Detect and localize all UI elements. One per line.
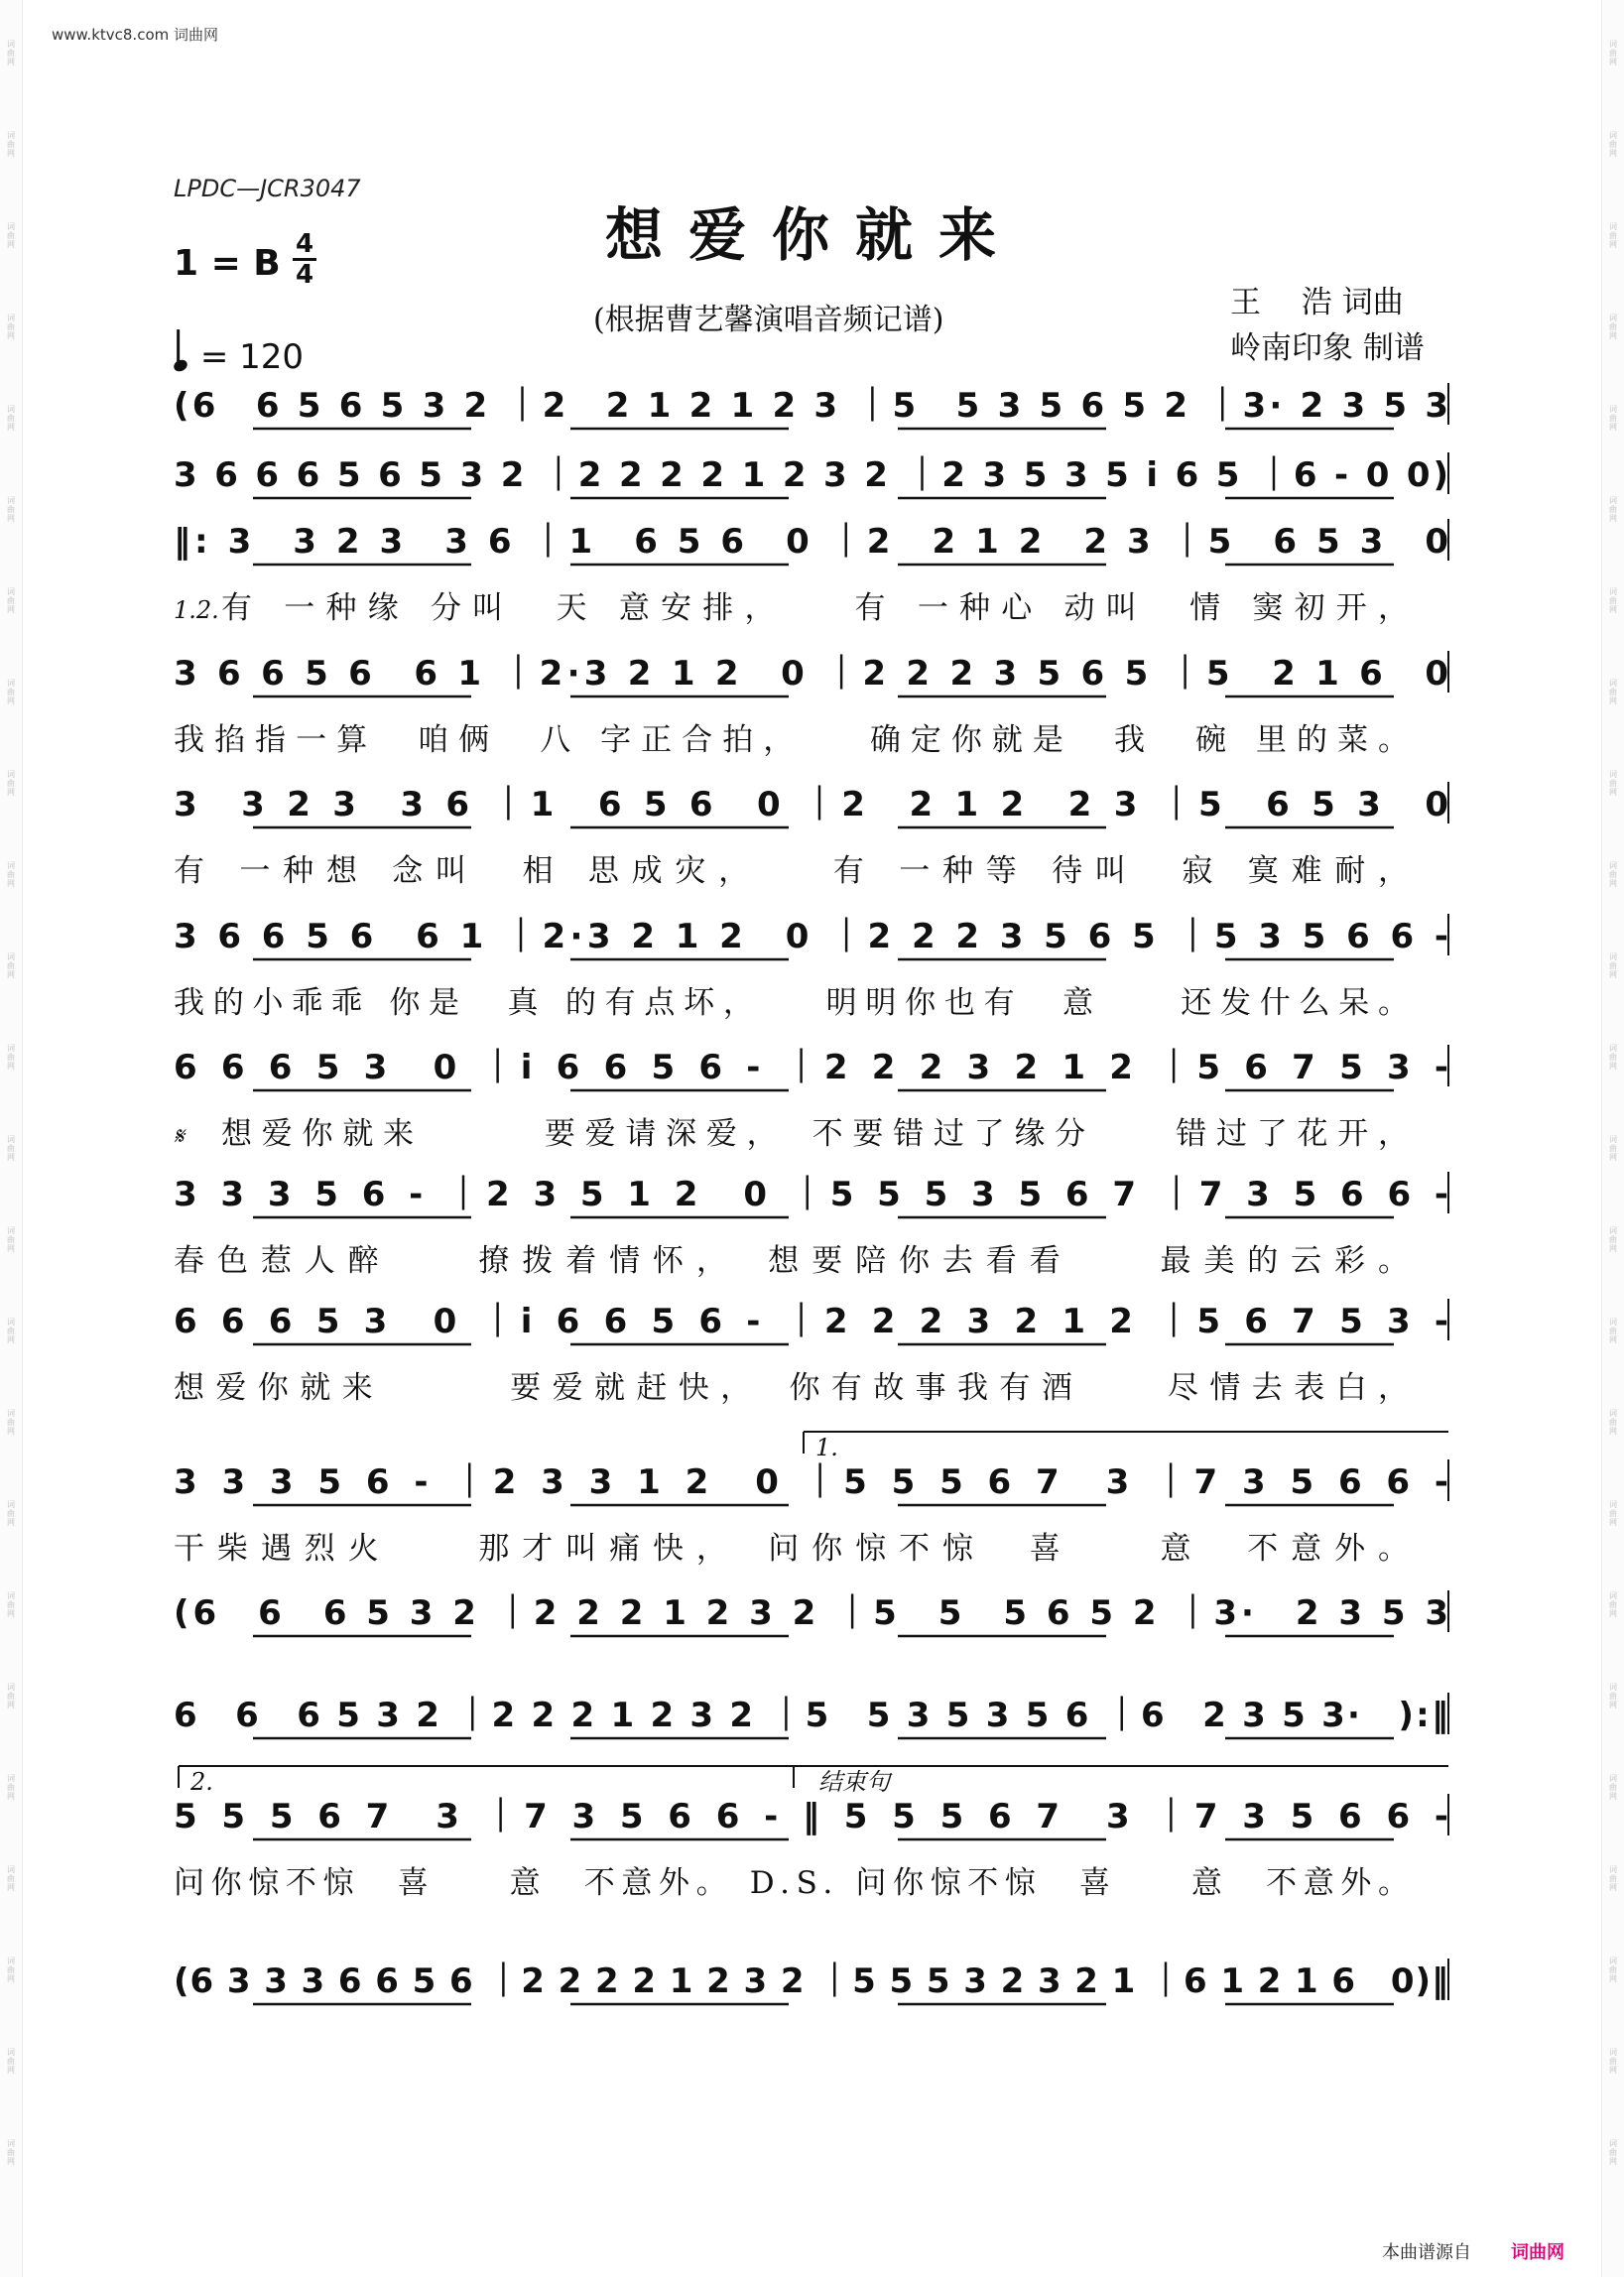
side-watermark-mark: 词 曲 网	[1609, 496, 1617, 523]
time-signature-numerator: 4	[295, 229, 314, 259]
notation-row: 5 5 5 6 7 3 ｜7 3 5 6 6 - ‖ 5 5 5 6 7 3 ｜7 3 5 6 6 -	[174, 1797, 1448, 1836]
lyric-row: 想爱你就来 要爱就赶快， 你有故事我有酒 尽情去表白，	[174, 1370, 1409, 1406]
side-watermark-mark: 词 曲 网	[7, 496, 15, 523]
side-watermark-mark: 词 曲 网	[1609, 587, 1617, 614]
side-watermark-mark: 词 曲 网	[7, 1865, 15, 1892]
side-watermark-mark: 词 曲 网	[7, 2139, 15, 2166]
side-watermark-mark: 词 曲 网	[7, 770, 15, 797]
side-watermark-mark: 词 曲 网	[1609, 2139, 1617, 2166]
lyric-row: 有 一种缘 分叫 天 意安排， 有 一种心 动叫 情 窦初开，	[221, 590, 1410, 626]
side-watermark-mark: 词 曲 网	[7, 1591, 15, 1618]
time-signature-denominator: 4	[293, 258, 316, 289]
catalog-number: LPDC—JCR3047	[174, 175, 361, 202]
notation-row: 3 6 6 5 6 6 1 ｜2·3 2 1 2 0 ｜2 2 2 3 5 6 5 ｜5 2 1 6 0	[174, 654, 1448, 694]
lyric-verse-prefix: 1.2.	[174, 596, 219, 624]
notation-row: 3 3 3 5 6 - ｜2 3 3 1 2 0 ｜5 5 5 6 7 3 ｜7 3 5 6 6 -	[174, 1462, 1448, 1502]
side-watermark-mark: 词 曲 网	[1609, 1135, 1617, 1162]
song-title: 想爱你就来	[605, 201, 1023, 269]
side-watermark-mark: 词 曲 网	[7, 2048, 15, 2075]
notation-row: (6 3 3 3 6 6 5 6 ｜2 2 2 2 1 2 3 2 ｜5 5 5 3 2 3 2 1 ｜6 1 2 1 6 0)‖	[174, 1961, 1448, 2001]
side-watermark-mark: 词 曲 网	[7, 405, 15, 432]
side-watermark-mark: 词 曲 网	[1609, 1226, 1617, 1253]
side-watermark-mark: 词 曲 网	[7, 1409, 15, 1436]
side-watermark-mark: 词 曲 网	[7, 314, 15, 340]
side-watermark-mark: 词 曲 网	[7, 131, 15, 158]
side-watermark-mark: 词 曲 网	[1609, 1865, 1617, 1892]
ending-label: 2.	[190, 1768, 213, 1796]
coda-label: 结束句	[818, 1768, 890, 1796]
side-watermark-mark: 词 曲 网	[1609, 861, 1617, 888]
side-watermark-mark: 词 曲 网	[7, 1226, 15, 1253]
notation-row: ‖: 3 3 2 3 3 6 ｜1 6 5 6 0 ｜2 2 1 2 2 3 ｜5 6 5 3 0	[174, 522, 1448, 562]
key-signature: 1 = B	[174, 243, 281, 284]
side-watermark-mark: 词 曲 网	[7, 1957, 15, 1983]
notation-row: (6 6 6 5 3 2 ｜2 2 2 1 2 3 2 ｜5 5 5 6 5 2 ｜3· 2 3 5 3	[174, 1593, 1448, 1633]
side-watermark-mark: 词 曲 网	[1609, 40, 1617, 66]
notation-row: 6 6 6 5 3 0 ｜i 6 6 5 6 - ｜2 2 2 3 2 1 2 ｜5 6 7 5 3 -	[174, 1302, 1449, 1341]
lyric-row: 干柴遇烈火 那才叫痛快， 问你惊不惊 喜 意 不意外。	[174, 1531, 1409, 1567]
side-watermark-mark: 词 曲 网	[1609, 222, 1617, 249]
lyric-verse-prefix: 𝄋	[174, 1122, 185, 1150]
side-watermark-mark: 词 曲 网	[1609, 1591, 1617, 1618]
side-watermark-mark: 词 曲 网	[1609, 405, 1617, 432]
side-watermark-mark: 词 曲 网	[7, 679, 15, 705]
notation-row: (6 6 5 6 5 3 2 ｜2 2 1 2 1 2 3 ｜5 5 3 5 6 5 2 ｜3· 2 3 5 3	[174, 386, 1448, 426]
notation-row: 3 6 6 6 5 6 5 3 2 ｜2 2 2 2 1 2 3 2 ｜2 3 5 3 5 i 6 5 ｜6 - 0 0)	[174, 455, 1448, 495]
ending-label: 1.	[815, 1434, 838, 1461]
lyric-row: 问你惊不惊 喜 意 不意外。 D.S. 问你惊不惊 喜 意 不意外。	[174, 1865, 1409, 1901]
side-watermark-mark: 词 曲 网	[7, 861, 15, 888]
lyric-row: 春色惹人醉 撩拨着情怀， 想要陪你去看看 最美的云彩。	[174, 1243, 1409, 1279]
notation-row: 6 6 6 5 3 2 ｜2 2 2 1 2 3 2 ｜5 5 3 5 3 5 6 ｜6 2 3 5 3· ):‖	[174, 1696, 1449, 1735]
side-watermark-mark: 词 曲 网	[1609, 1500, 1617, 1527]
side-watermark-mark: 词 曲 网	[7, 1683, 15, 1709]
side-watermark-mark: 词 曲 网	[7, 40, 15, 66]
notation-row: 3 3 3 5 6 - ｜2 3 5 1 2 0 ｜5 5 5 3 5 6 7 ｜7 3 5 6 6 -	[174, 1175, 1448, 1214]
side-watermark-mark: 词 曲 网	[1609, 1044, 1617, 1071]
side-watermark-mark: 词 曲 网	[1609, 1409, 1617, 1436]
side-watermark-mark: 词 曲 网	[1609, 131, 1617, 158]
side-watermark-mark: 词 曲 网	[7, 1500, 15, 1527]
song-subtitle: (根据曹艺馨演唱音频记谱)	[593, 303, 944, 337]
footer-source	[1382, 2238, 1564, 2264]
credit-arranger: 岭南印象 制谱	[1230, 330, 1425, 366]
side-watermark-mark: 词 曲 网	[1609, 679, 1617, 705]
side-watermark-mark: 词 曲 网	[7, 1135, 15, 1162]
side-watermark-mark: 词 曲 网	[7, 1044, 15, 1071]
footer-source-label: 本曲谱源自	[1382, 2242, 1471, 2263]
side-watermark-mark: 词 曲 网	[1609, 1957, 1617, 1983]
side-watermark-mark: 词 曲 网	[7, 952, 15, 979]
footer-brand: 词曲网	[1511, 2242, 1564, 2263]
side-watermark-mark: 词 曲 网	[1609, 1683, 1617, 1709]
side-watermark-mark: 词 曲 网	[1609, 314, 1617, 340]
notation-row: 3 3 2 3 3 6 ｜1 6 5 6 0 ｜2 2 1 2 2 3 ｜5 6 5 3 0	[174, 785, 1448, 824]
lyric-row: 我的小乖乖 你是 真 的有点坏， 明明你也有 意 还发什么呆。	[174, 985, 1409, 1021]
notation-row: 6 6 6 5 3 0 ｜i 6 6 5 6 - ｜2 2 2 3 2 1 2 ｜5 6 7 5 3 -	[174, 1048, 1449, 1087]
side-watermark-mark: 词 曲 网	[7, 1774, 15, 1801]
credit-lyrics-music: 王 浩 词曲	[1230, 285, 1404, 320]
lyric-row: 我掐指一算 咱俩 八 字正合拍， 确定你就是 我 碗 里的菜。	[174, 722, 1410, 758]
tempo-value: = 120	[199, 337, 305, 377]
notation-row: 3 6 6 5 6 6 1 ｜2·3 2 1 2 0 ｜2 2 2 3 5 6 5 ｜5 3 5 6 6 -	[174, 917, 1448, 956]
side-watermark-mark: 词 曲 网	[7, 222, 15, 249]
lyric-row: 有 一种想 念叫 相 思成灾， 有 一种等 待叫 寂 寞难耐，	[174, 853, 1409, 889]
site-url: www.ktvc8.com 词曲网	[52, 26, 219, 44]
side-watermark-mark: 词 曲 网	[1609, 2048, 1617, 2075]
side-watermark-mark: 词 曲 网	[1609, 1774, 1617, 1801]
side-watermark-mark: 词 曲 网	[7, 1318, 15, 1344]
lyric-row: 想爱你就来 要爱请深爱， 不要错过了缘分 错过了花开，	[221, 1116, 1409, 1152]
side-watermark-mark: 词 曲 网	[7, 587, 15, 614]
side-watermark-mark: 词 曲 网	[1609, 770, 1617, 797]
side-watermark-mark: 词 曲 网	[1609, 1318, 1617, 1344]
side-watermark-mark: 词 曲 网	[1609, 952, 1617, 979]
